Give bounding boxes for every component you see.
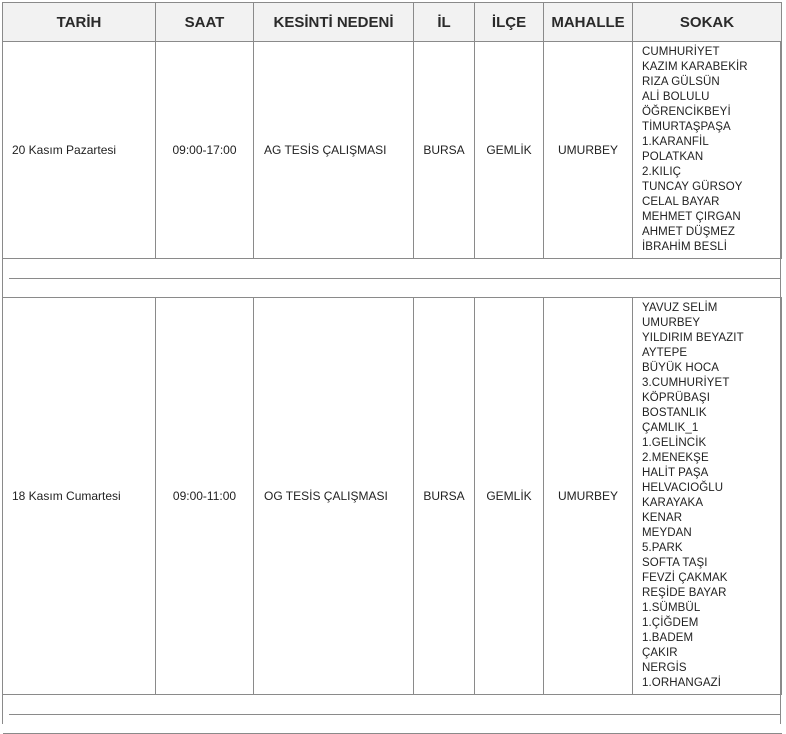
street-item: KENAR bbox=[642, 512, 683, 524]
neighborhood-cell: UMURBEY bbox=[544, 298, 633, 695]
street-item: CELAL BAYAR bbox=[642, 196, 720, 208]
street-item: SOFTA TAŞI bbox=[642, 557, 708, 569]
street-item: 1.SÜMBÜL bbox=[642, 602, 701, 614]
street-item: 1.KARANFİL bbox=[642, 136, 709, 148]
street-item: RIZA GÜLSÜN bbox=[642, 76, 720, 88]
separator-line bbox=[9, 714, 780, 715]
street-item: ÇAMLIK_1 bbox=[642, 422, 699, 434]
date-cell: 18 Kasım Cumartesi bbox=[3, 298, 156, 695]
street-item: AYTEPE bbox=[642, 347, 688, 359]
table-row bbox=[3, 298, 782, 695]
separator-line bbox=[9, 278, 780, 279]
street-item: ALİ BOLULU bbox=[642, 91, 710, 103]
street-item: 1.ORHANGAZİ bbox=[642, 677, 722, 689]
street-list-cell bbox=[633, 42, 782, 259]
street-item: FEVZİ ÇAKMAK bbox=[642, 572, 728, 584]
street-item: POLATKAN bbox=[642, 151, 704, 163]
street-item: TUNCAY GÜRSOY bbox=[642, 181, 743, 193]
street-item: UMURBEY bbox=[642, 317, 701, 329]
time-cell: 09:00-17:00 bbox=[156, 42, 254, 259]
header-neighborhood: MAHALLE bbox=[544, 3, 633, 42]
street-item: KARAYAKA bbox=[642, 497, 704, 509]
street-item: 2.MENEKŞE bbox=[642, 452, 709, 464]
street-item: MEYDAN bbox=[642, 527, 692, 539]
district-cell: GEMLİK bbox=[475, 298, 544, 695]
header-street: SOKAK bbox=[633, 3, 782, 42]
street-item: ÇAKIR bbox=[642, 647, 678, 659]
street-item: 3.CUMHURİYET bbox=[642, 377, 730, 389]
date-cell: 20 Kasım Pazartesi bbox=[3, 42, 156, 259]
street-item: CUMHURİYET bbox=[642, 46, 720, 58]
time-cell: 09:00-11:00 bbox=[156, 298, 254, 695]
street-item: REŞİDE BAYAR bbox=[642, 587, 727, 599]
province-cell: BURSA bbox=[414, 298, 475, 695]
street-item: KÖPRÜBAŞI bbox=[642, 392, 711, 404]
reason-cell: AG TESİS ÇALIŞMASI bbox=[254, 42, 414, 259]
street-list-cell bbox=[633, 298, 782, 695]
header-row bbox=[3, 3, 782, 42]
header-time: SAAT bbox=[156, 3, 254, 42]
header-district: İLÇE bbox=[475, 3, 544, 42]
reason-cell: OG TESİS ÇALIŞMASI bbox=[254, 298, 414, 695]
header-reason: KESİNTİ NEDENİ bbox=[254, 3, 414, 42]
header-province: İL bbox=[414, 3, 475, 42]
street-item: 5.PARK bbox=[642, 542, 683, 554]
street-item: KAZIM KARABEKİR bbox=[642, 61, 748, 73]
street-item: 2.KILIÇ bbox=[642, 166, 682, 178]
street-item: HALİT PAŞA bbox=[642, 467, 709, 479]
separator-row bbox=[3, 695, 782, 734]
street-item: YILDIRIM BEYAZIT bbox=[642, 332, 744, 344]
street-item: MEHMET ÇIRGAN bbox=[642, 211, 741, 223]
header-date: TARİH bbox=[3, 3, 156, 42]
province-cell: BURSA bbox=[414, 42, 475, 259]
street-item: 1.BADEM bbox=[642, 632, 694, 644]
street-item: YAVUZ SELİM bbox=[642, 302, 718, 314]
separator-row bbox=[3, 259, 782, 298]
street-item: TİMURTAŞPAŞA bbox=[642, 121, 731, 133]
outage-table bbox=[2, 2, 782, 734]
separator-cell bbox=[3, 259, 782, 298]
street-item: İBRAHİM BESLİ bbox=[642, 241, 728, 253]
separator-cell bbox=[3, 695, 782, 734]
street-item: BOSTANLIK bbox=[642, 407, 707, 419]
street-item: HELVACIOĞLU bbox=[642, 482, 724, 494]
street-item: AHMET DÜŞMEZ bbox=[642, 226, 735, 238]
street-item: NERGİS bbox=[642, 662, 687, 674]
street-item: BÜYÜK HOCA bbox=[642, 362, 720, 374]
neighborhood-cell: UMURBEY bbox=[544, 42, 633, 259]
district-cell: GEMLİK bbox=[475, 42, 544, 259]
street-item: ÖĞRENCİKBEYİ bbox=[642, 106, 731, 118]
table-row bbox=[3, 42, 782, 259]
street-item: 1.ÇİĞDEM bbox=[642, 617, 699, 629]
street-item: 1.GELİNCİK bbox=[642, 437, 707, 449]
